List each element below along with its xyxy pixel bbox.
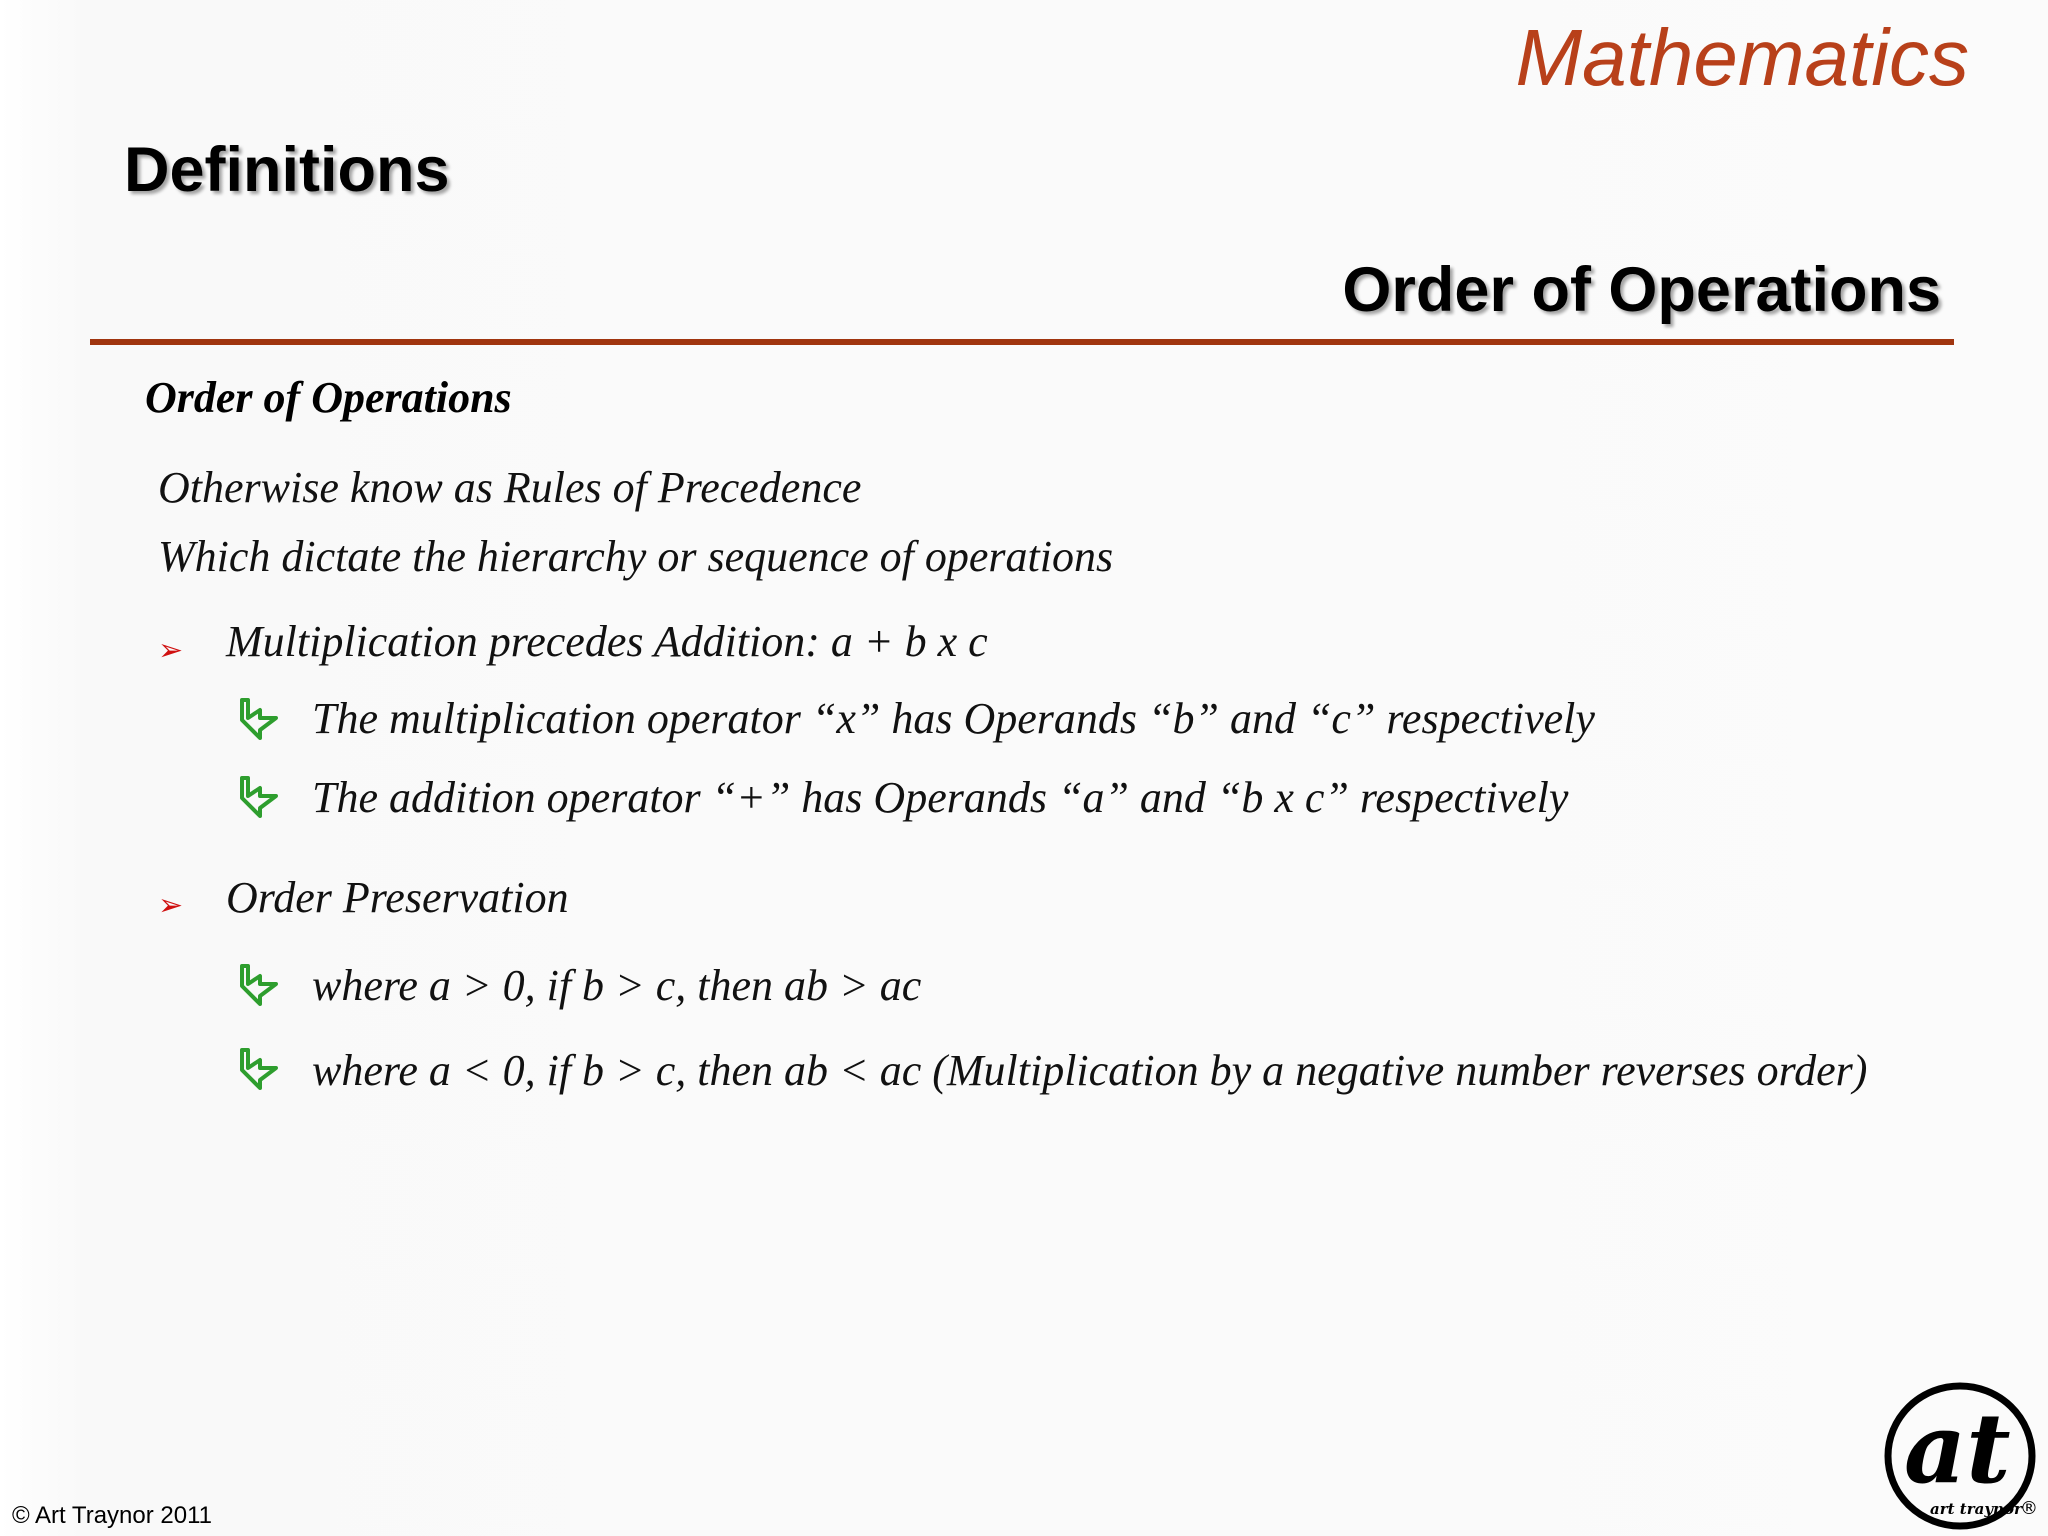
intro-line: Otherwise know as Rules of Precedence	[158, 463, 862, 512]
arrowhead-bullet-icon: ➢	[158, 634, 184, 667]
green-arrow-icon	[234, 962, 280, 1008]
topic-title: Order of Operations	[1342, 255, 1941, 325]
bullet-text: Multiplication precedes Addition: a + b x c	[226, 617, 988, 666]
sub-bullet-text: where a > 0, if b > c, then ab > ac	[312, 961, 922, 1010]
svg-text:at: at	[1904, 1392, 2011, 1505]
copyright-notice: © Art Traynor 2011	[12, 1502, 213, 1529]
title-divider	[90, 339, 1954, 345]
subject-title: Mathematics	[1515, 13, 1969, 102]
svg-text:®: ®	[2020, 1498, 2038, 1519]
green-arrow-icon	[234, 774, 280, 820]
green-arrow-icon	[234, 1046, 280, 1092]
content-heading: Order of Operations	[145, 373, 512, 422]
bullet-text: Order Preservation	[226, 873, 569, 922]
art-traynor-logo	[1878, 1378, 2044, 1534]
arrowhead-bullet-icon: ➢	[158, 889, 184, 922]
sub-bullet-text: The addition operator “+” has Operands “a” and “b x c” respectively	[312, 773, 1569, 822]
sub-bullet-text: where a < 0, if b > c, then ab < ac (Multiplication by a negative number reverses order)	[312, 1046, 1868, 1095]
green-arrow-icon	[234, 696, 280, 742]
intro-line: Which dictate the hierarchy or sequence of operations	[158, 532, 1114, 581]
section-title: Definitions	[124, 135, 450, 205]
sub-bullet-text: The multiplication operator “x” has Operands “b” and “c” respectively	[312, 694, 1595, 743]
svg-text:art traynor: art traynor	[1930, 1500, 2022, 1518]
